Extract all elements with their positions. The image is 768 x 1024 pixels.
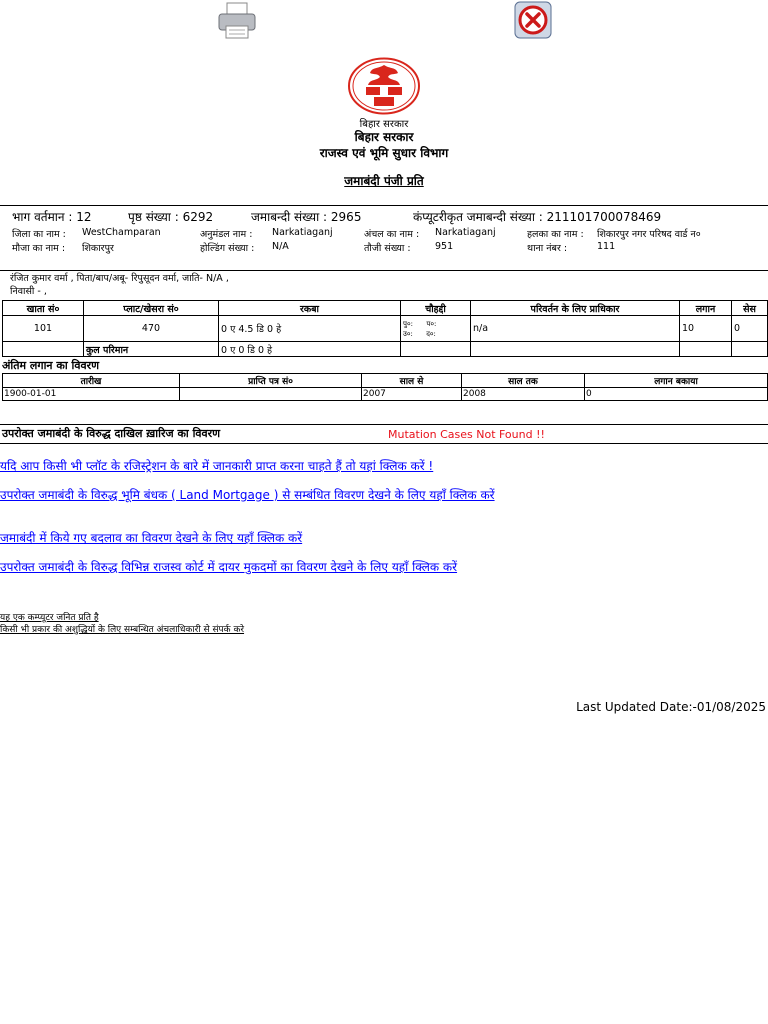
anumandal-label: अनुमंडल नाम : [200, 229, 253, 240]
col-rakba: रकबा [219, 301, 401, 316]
lagan-due: 0 [585, 388, 768, 401]
halka-value: शिकारपुर नगर परिषद वार्ड न० [597, 229, 701, 240]
plot-value: 470 [84, 316, 219, 342]
table-header-row [3, 374, 768, 388]
computer-generated-note: यह एक कम्प्यूटर जनित प्रति है [0, 613, 99, 623]
mauja-value: शिकारपुर [82, 243, 114, 254]
col-lagan-due: लगान बकाया [585, 374, 768, 388]
close-button[interactable] [514, 1, 552, 39]
revenue-court-cases-link[interactable]: उपरोक्त जमाबंदी के विरुद्ध विभिन्न राजस्व कोर्ट में दायर मुकदमों का विवरण देखने के लिए यहाँ क्लिक करें [0, 560, 458, 574]
mutation-status: Mutation Cases Not Found !! [388, 428, 545, 441]
table-row [3, 316, 768, 342]
col-receipt: प्राप्ति पत्र सं० [180, 374, 362, 388]
col-date: तारीख [3, 374, 180, 388]
khata-value: 101 [3, 316, 84, 342]
computer-jamabandi-number: कंप्यूटरीकृत जमाबन्दी संख्या : 211101700078469 [413, 210, 662, 224]
lagan-table [2, 373, 768, 401]
total-value: 0 ए 0 डि 0 हे [219, 342, 401, 357]
col-chauhaddi: चौहद्दी [401, 301, 471, 316]
empty-cell [732, 342, 768, 357]
tauji-value: 951 [435, 241, 454, 252]
zila-label: जिला का नाम : [12, 229, 66, 240]
jamabandi-number: जमाबन्दी संख्या : 2965 [251, 210, 362, 224]
table-total-row [3, 342, 768, 357]
jamabandi-changes-link[interactable]: जमाबंदी में किये गए बदलाव का विवरण देखने के लिए यहाँ क्लिक करें [0, 531, 303, 545]
mutation-label: उपरोक्त जमाबंदी के विरुद्ध दाखिल ख़ारिज का विवरण [2, 427, 221, 440]
owner-details [10, 272, 229, 298]
registration-info-link[interactable]: यदि आप किसी भी प्लॉट के रजिस्ट्रेशन के बारे में जानकारी प्राप्त करना चाहते हैं तो यहां क्लिक करें ! [0, 459, 434, 473]
lagan-date: 1900-01-01 [3, 388, 180, 401]
print-button[interactable] [217, 2, 257, 40]
col-year-from: साल से [362, 374, 462, 388]
holding-label: होल्डिंग संख्या : [200, 243, 255, 254]
page-number: पृष्ठ संख्या : 6292 [128, 210, 214, 224]
table-row [3, 388, 768, 401]
col-parivartan: परिवर्तन के लिए प्राधिकार [471, 301, 680, 316]
khata-table [2, 300, 768, 357]
land-mortgage-link[interactable]: उपरोक्त जमाबंदी के विरुद्ध भूमि बंधक ( Land Mortgage ) से सम्बंधित विवरण देखने के लिए यहाँ क्लिक करें [0, 488, 495, 502]
zila-value: WestChamparan [82, 227, 161, 238]
page-title: जमाबंदी पंजी प्रति [344, 174, 424, 188]
anchal-value: Narkatiaganj [435, 227, 496, 238]
halka-label: हलका का नाम : [527, 229, 584, 240]
holding-value: N/A [272, 241, 289, 252]
ses-value: 0 [732, 316, 768, 342]
col-year-to: साल तक [462, 374, 585, 388]
printer-icon [217, 2, 257, 40]
govt-name: बिहार सरकार [354, 130, 414, 144]
lagan-year-from: 2007 [362, 388, 462, 401]
lagan-year-to: 2008 [462, 388, 585, 401]
empty-cell [471, 342, 680, 357]
col-lagan: लगान [680, 301, 732, 316]
tauji-label: तौजी संख्या : [364, 243, 411, 254]
owner-residence-line: निवासी - , [10, 286, 47, 297]
mauja-label: मौजा का नाम : [12, 243, 66, 254]
chauhaddi-east: पु०: [403, 319, 413, 328]
owner-name-line: रंजित कुमार वर्मा , पिता/बाप/अबू- रिपुसूदन वर्मा, जाति- N/A , [10, 273, 229, 284]
contact-note: किसी भी प्रकार की अशुद्धियों के लिए सम्बन्धित अंचलाधिकारी से संपर्क करे [0, 625, 245, 635]
empty-cell [680, 342, 732, 357]
lagan-section-title: अंतिम लगान का विवरण [2, 359, 100, 372]
chauhaddi-value [401, 316, 471, 342]
parivartan-value: n/a [471, 316, 680, 342]
empty-cell [401, 342, 471, 357]
dept-name: राजस्व एवं भूमि सुधार विभाग [319, 146, 449, 160]
empty-cell [3, 342, 84, 357]
mutation-section [0, 424, 768, 444]
bihar-govt-emblem [348, 57, 420, 115]
thana-label: थाना नंबर : [527, 243, 568, 254]
col-ses: सेस [732, 301, 768, 316]
anumandal-value: Narkatiaganj [272, 227, 333, 238]
col-khata: खाता सं० [3, 301, 84, 316]
lagan-receipt [180, 388, 362, 401]
lagan-value: 10 [680, 316, 732, 342]
thana-value: 111 [597, 241, 616, 252]
chauhaddi-north: उ०: [403, 329, 413, 338]
rakba-value: 0 ए 4.5 डि 0 हे [219, 316, 401, 342]
total-label: कुल परिमान [84, 342, 219, 357]
chauhaddi-south: द०: [426, 329, 436, 338]
chauhaddi-west: प०: [426, 319, 437, 328]
close-icon [514, 1, 552, 39]
col-plot: प्लाट/खेसरा सं० [84, 301, 219, 316]
emblem-label: बिहार सरकार [359, 119, 409, 130]
last-updated-date: Last Updated Date:-01/08/2025 [576, 700, 766, 714]
bhag-number: भाग वर्तमान : 12 [12, 210, 92, 224]
table-header-row [3, 301, 768, 316]
jamabandi-info [0, 205, 768, 271]
anchal-label: अंचल का नाम : [364, 229, 420, 240]
